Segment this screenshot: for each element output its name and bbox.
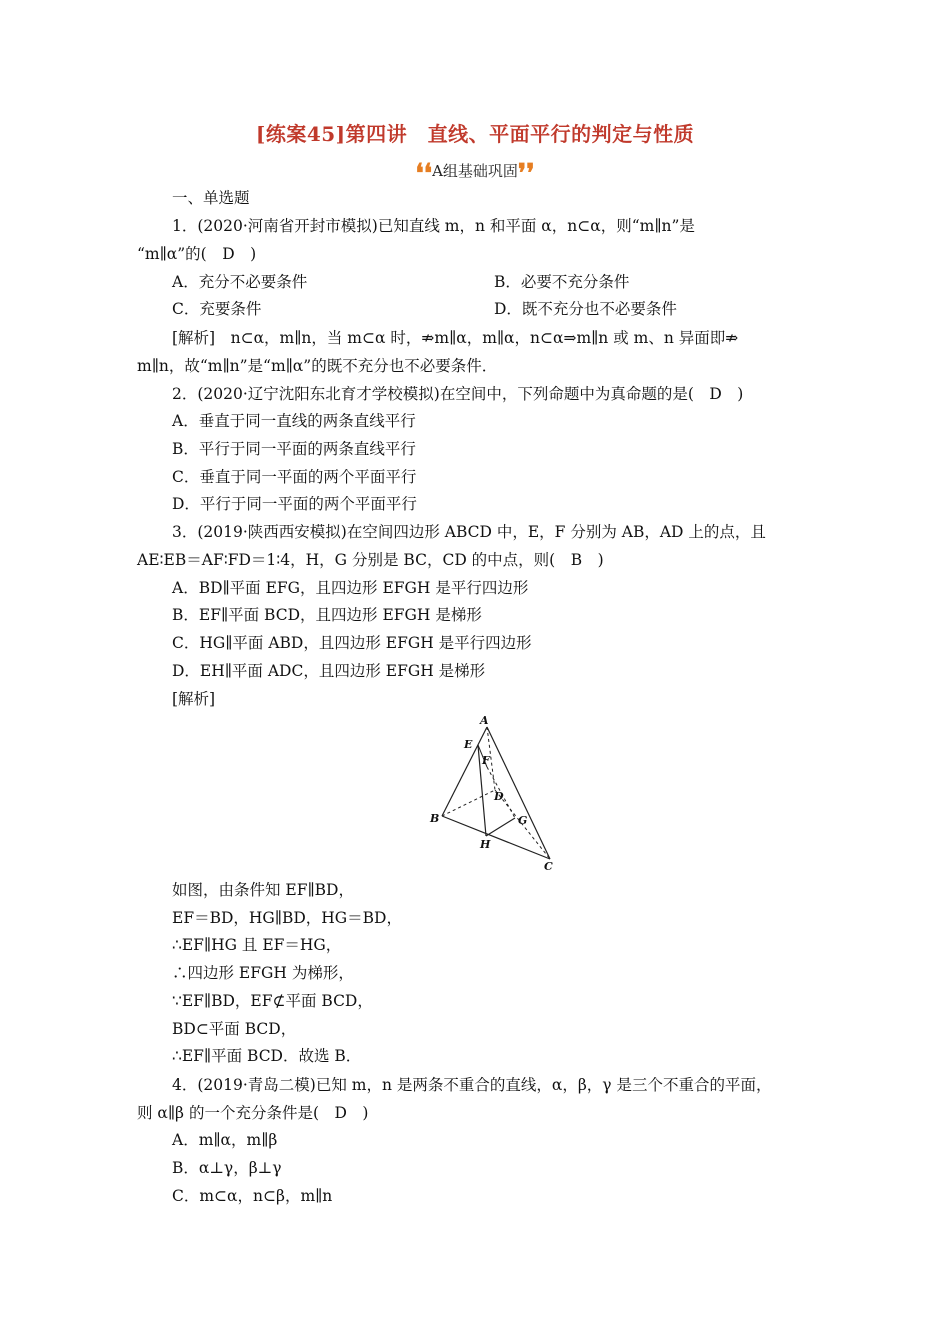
label-d: D [494,790,504,803]
edge-hg [486,818,515,836]
q1-solution-line2: m∥n，故“m∥n”是“m∥α”的既不充分也不必要条件． [137,357,498,375]
q4-option-b: B．α⊥γ，β⊥γ [172,1159,282,1177]
q4-option-a: A．m∥α，m∥β [172,1131,278,1149]
q3-proof-line1: 如图，由条件知 EF∥BD， [172,881,354,899]
tetrahedron-figure [420,712,570,877]
q1-stem-line1: 1．(2020·河南省开封市模拟)已知直线 m，n 和平面 α，n⊂α，则“m∥n”是 [172,217,695,235]
close-quote-icon: ❜❜ [517,159,535,189]
q3-proof-line6: BD⊂平面 BCD， [172,1020,297,1038]
q2-option-a: A．垂直于同一直线的两条直线平行 [172,412,416,430]
label-h: H [480,838,491,851]
q2-option-b: B．平行于同一平面的两条直线平行 [172,440,416,458]
q1-option-a: A．充分不必要条件 [172,273,308,291]
label-e: E [464,738,473,751]
lesson-title: [练案45]第四讲 直线、平面平行的判定与性质 [255,122,695,146]
q2-stem: 2．(2020·辽宁沈阳东北育才学校模拟)在空间中，下列命题中为真命题的是( D ) [172,385,744,403]
q3-solution-label: [解析] [172,690,216,708]
q3-proof-line7: ∴EF∥平面 BCD．故选 B． [172,1047,362,1065]
q3-proof-line2: EF＝BD，HG∥BD，HG＝BD， [172,909,402,927]
q3-stem-line2: AE∶EB＝AF∶FD＝1∶4，H，G 分别是 BC，CD 的中点，则( B ) [137,551,604,569]
label-b: B [430,812,440,825]
section-heading: 一、单选题 [172,189,250,207]
q3-option-d: D．EH∥平面 ADC，且四边形 EFGH 是梯形 [172,662,486,680]
q3-stem-line1: 3．(2019·陕西西安模拟)在空间四边形 ABCD 中，E，F 分别为 AB，AD 上的点，且 [172,523,766,541]
q3-proof-line4: ∴四边形 EFGH 为梯形， [172,964,354,982]
q3-proof-line5: ∵EF∥BD，EF⊄平面 BCD， [172,992,373,1010]
q1-solution-line1: [解析] n⊂α，m∥n，当 m⊂α 时，⇏m∥α，m∥α，n⊂α⇒m∥n 或 m、n 异面即⇏ [172,329,739,347]
q1-option-b: B．必要不充分条件 [494,273,630,291]
q3-option-b: B．EF∥平面 BCD，且四边形 EFGH 是梯形 [172,606,482,624]
label-a: A [480,714,489,727]
q1-option-c: C．充要条件 [172,300,262,318]
label-f: F [482,754,490,767]
q1-option-d: D．既不充分也不必要条件 [494,300,677,318]
edge-bc [442,816,550,859]
q4-stem-line2: 则 α∥β 的一个充分条件是( D ) [137,1104,369,1122]
q1-stem-line2: “m∥α”的( D ) [137,245,257,263]
group-label: A组基础巩固 [432,162,518,180]
label-g: G [518,814,528,827]
q2-option-d: D．平行于同一平面的两个平面平行 [172,495,417,513]
label-c: C [544,860,553,873]
open-quote-icon: ❛❛ [415,159,433,189]
q3-option-a: A．BD∥平面 EFG，且四边形 EFGH 是平行四边形 [172,579,529,597]
group-heading [0,159,950,189]
q3-proof-line3: ∴EF∥HG 且 EF＝HG， [172,936,342,954]
edge-bd-hidden [442,790,495,816]
q4-option-c: C．m⊂α，n⊂β，m∥n [172,1187,333,1205]
q2-option-c: C．垂直于同一平面的两个平面平行 [172,468,417,486]
q3-option-c: C．HG∥平面 ABD，且四边形 EFGH 是平行四边形 [172,634,532,652]
q4-stem-line1: 4．(2019·青岛二模)已知 m，n 是两条不重合的直线，α，β，γ 是三个不重合的平面， [172,1076,772,1094]
